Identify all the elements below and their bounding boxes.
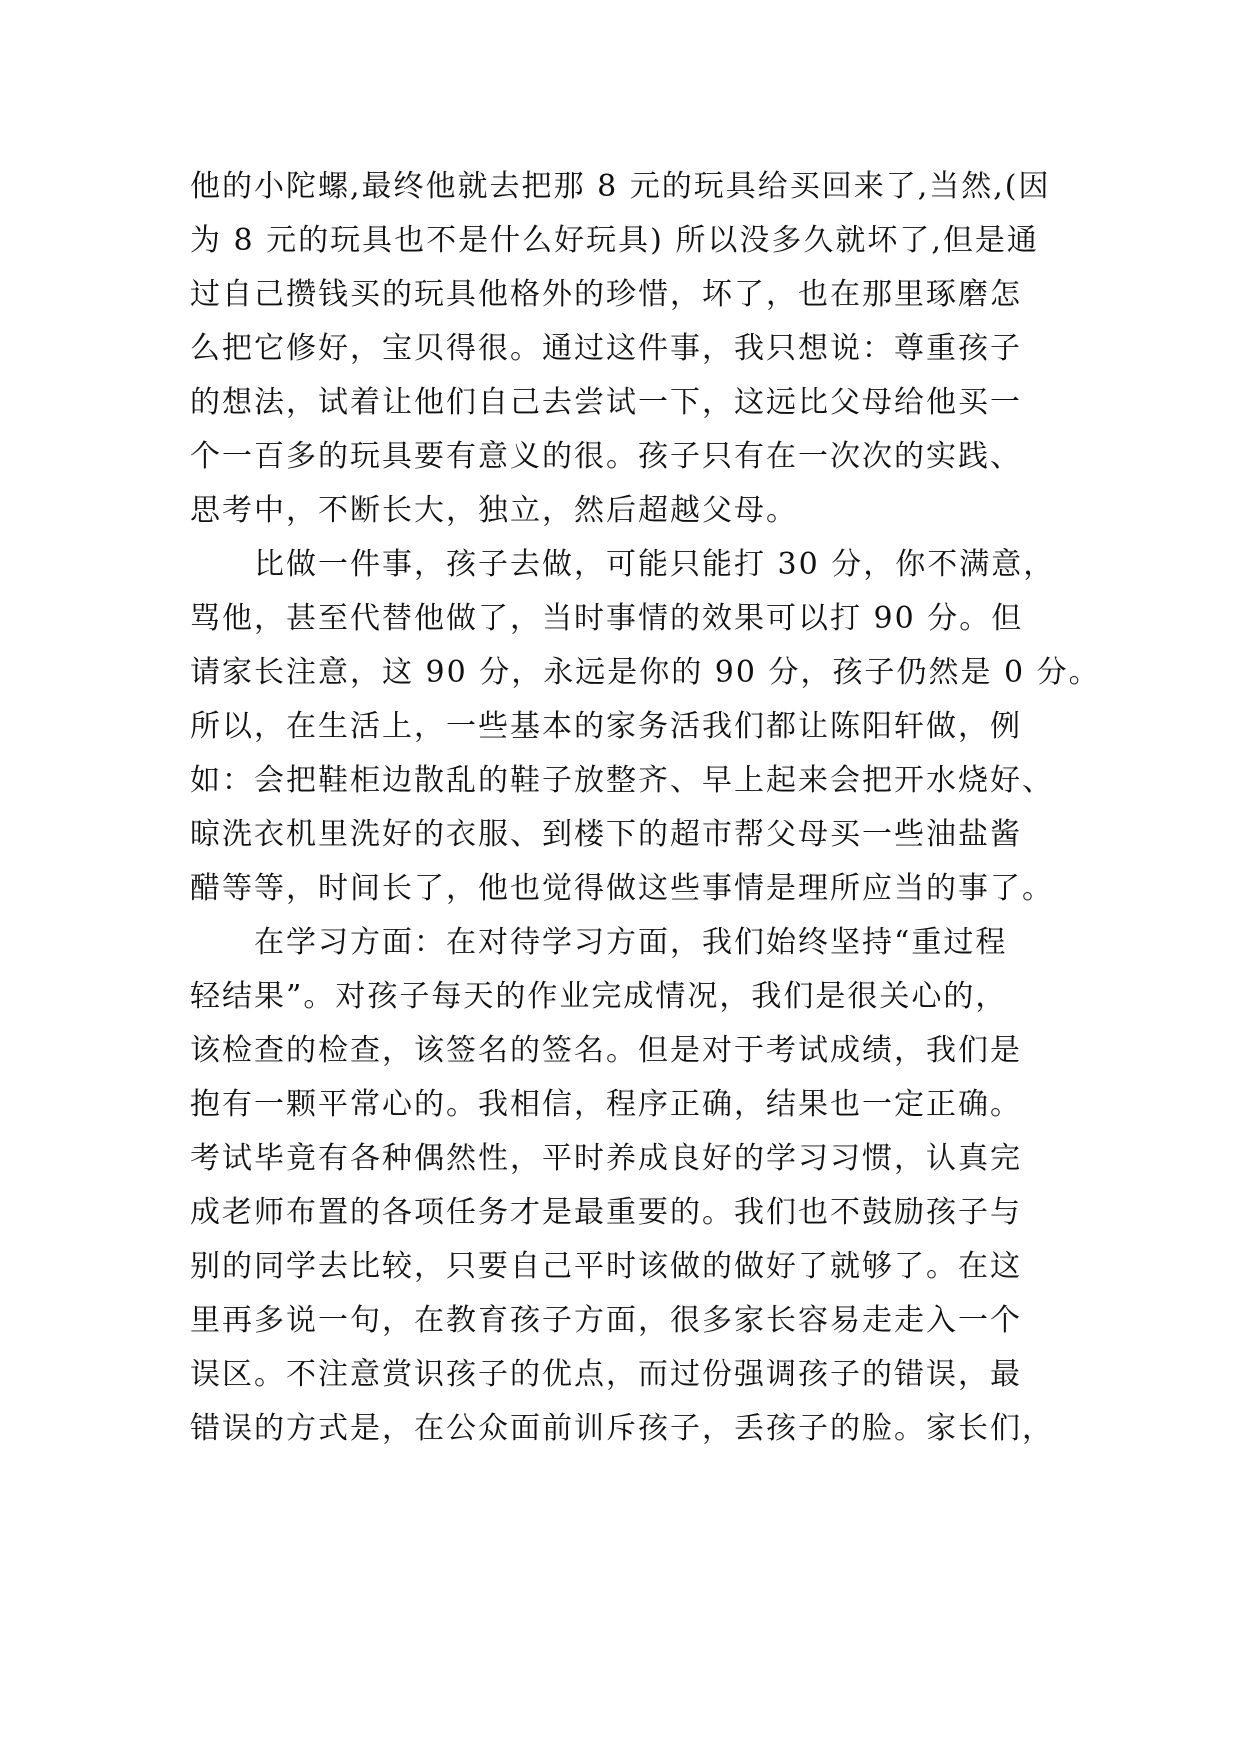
text-line: 抱有一颗平常心的。我相信，程序正确，结果也一定正确。 bbox=[190, 1087, 1022, 1122]
text-line: 成老师布置的各项任务才是最重要的。我们也不鼓励孩子与 bbox=[190, 1195, 1022, 1230]
text-line: 别的同学去比较，只要自己平时该做的做好了就够了。在这 bbox=[190, 1249, 1022, 1284]
text-line: 为 8 元的玩具也不是什么好玩具) 所以没多久就坏了,但是通 bbox=[190, 223, 1039, 258]
text-line: 错误的方式是，在公众面前训斥孩子，丢孩子的脸。家长们， bbox=[190, 1411, 1054, 1446]
text-line: 骂他，甚至代替他做了，当时事情的效果可以打 90 分。但 bbox=[190, 601, 1024, 636]
text-line: 误区。不注意赏识孩子的优点，而过份强调孩子的错误，最 bbox=[190, 1357, 1022, 1392]
text-line: 的想法，试着让他们自己去尝试一下，这远比父母给他买一 bbox=[190, 385, 1022, 420]
text-line: 里再多说一句，在教育孩子方面，很多家长容易走走入一个 bbox=[190, 1303, 1022, 1338]
text-line: 个一百多的玩具要有意义的很。孩子只有在一次次的实践、 bbox=[190, 439, 1022, 474]
paragraph-2 bbox=[190, 538, 1101, 916]
text-line: 醋等等，时间长了，他也觉得做这些事情是理所应当的事了。 bbox=[190, 871, 1054, 906]
text-line: 他的小陀螺,最终他就去把那 8 元的玩具给买回来了,当然,(因 bbox=[190, 169, 1051, 204]
text-line: 思考中，不断长大，独立，然后超越父母。 bbox=[190, 493, 798, 528]
text-line: 如：会把鞋柜边散乱的鞋子放整齐、早上起来会把开水烧好、 bbox=[190, 763, 1054, 798]
text-line: 请家长注意，这 90 分，永远是你的 90 分，孩子仍然是 0 分。 bbox=[190, 655, 1101, 690]
text-line: 在学习方面：在对待学习方面，我们始终坚持“重过程 bbox=[190, 925, 1008, 960]
text-line: 晾洗衣机里洗好的衣服、到楼下的超市帮父母买一些油盐酱 bbox=[190, 817, 1022, 852]
text-line: 该检查的检查，该签名的签名。但是对于考试成绩，我们是 bbox=[190, 1033, 1022, 1068]
paragraph-1 bbox=[190, 160, 1070, 538]
text-line: 么把它修好，宝贝得很。通过这件事，我只想说：尊重孩子 bbox=[190, 331, 1022, 366]
text-line: 所以，在生活上，一些基本的家务活我们都让陈阳轩做，例 bbox=[190, 709, 1022, 744]
text-line: 轻结果”。对孩子每天的作业完成情况，我们是很关心的， bbox=[190, 979, 1008, 1014]
text-line: 比做一件事，孩子去做，可能只能打 30 分，你不满意， bbox=[190, 547, 1056, 582]
document-body bbox=[190, 160, 1101, 1456]
text-line: 过自己攒钱买的玩具他格外的珍惜，坏了，也在那里琢磨怎 bbox=[190, 277, 1022, 312]
text-line: 考试毕竟有各种偶然性，平时养成良好的学习习惯，认真完 bbox=[190, 1141, 1022, 1176]
paragraph-3 bbox=[190, 916, 1070, 1456]
